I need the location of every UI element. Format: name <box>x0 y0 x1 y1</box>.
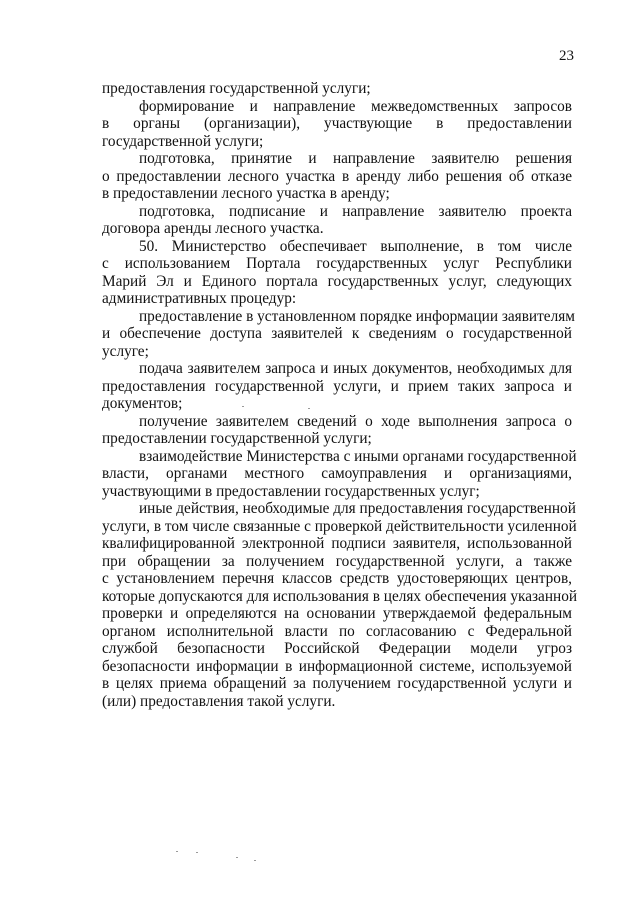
text-line: административных процедур: <box>102 290 297 307</box>
text-line: формирование и направление межведомственных запросов <box>139 97 572 115</box>
text-line: получение заявителем сведений о ходе выполнения запроса о <box>139 412 572 430</box>
scan-speck <box>236 857 238 858</box>
text-line: в целях приема обращений за получением государственной услуги и <box>102 675 572 692</box>
paragraph <box>102 150 572 203</box>
text-line: услуге; <box>102 342 149 360</box>
scan-speck <box>176 851 178 852</box>
paragraph <box>102 98 572 151</box>
text-line: договора аренды лесного участка. <box>102 220 324 237</box>
text-line: власти, органами местного самоуправления и организациями, <box>102 465 572 482</box>
text-line: подготовка, принятие и направление заявителю решения <box>139 150 572 167</box>
text-line: проверки и определяются на основании утверждаемой федеральным <box>102 605 572 622</box>
text-line: в органы (организации), участвующие в предоставлении <box>102 115 572 132</box>
text-line: Марий Эл и Единого портала государственных услуг, следующих <box>102 272 572 290</box>
text-line: квалифицированной электронной подписи заявителя, использованной <box>102 535 572 552</box>
text-line: подготовка, подписание и направление заявителю проекта <box>139 202 572 220</box>
paragraph <box>102 500 578 710</box>
paragraph <box>102 238 572 308</box>
text-line: с использованием Портала государственных услуг Республики <box>102 255 572 272</box>
text-line: 50. Министерство обеспечивает выполнение, в том числе <box>139 237 572 255</box>
paragraph <box>102 447 577 501</box>
text-line: в предоставлении лесного участка в аренду; <box>102 185 390 202</box>
text-line: о предоставлении лесного участка в аренду либо решения об отказе <box>102 167 572 185</box>
text-line: государственной услуги; <box>102 132 264 150</box>
text-line: предоставления государственной услуги; <box>102 80 371 97</box>
scan-speck <box>242 406 244 407</box>
text-line: и обеспечение доступа заявителей к сведениям о государственной <box>102 325 572 342</box>
scan-speck <box>196 852 198 853</box>
paragraph <box>102 360 572 413</box>
text-line: подача заявителем запроса и иных документов, необходимых для <box>139 360 572 377</box>
paragraph <box>102 80 572 98</box>
text-line: предоставление в установленном порядке информации заявителям <box>139 307 575 325</box>
text-line: участвующими в предоставлении государственных услуг; <box>102 482 480 500</box>
text-line: (или) предоставления такой услуги. <box>102 692 336 710</box>
text-line: услуги, в том числе связанные с проверкой действительности усиленной <box>102 517 577 535</box>
text-line: предоставления государственной услуги, и прием таких запроса и <box>102 377 572 395</box>
text-line: при обращении за получением государственной услуги, а также <box>102 552 572 570</box>
text-line: предоставлении государственной услуги; <box>102 430 372 447</box>
paragraph <box>102 413 572 448</box>
text-line: органом исполнительной власти по согласованию с Федеральной <box>102 622 572 640</box>
text-line: взаимодействие Министерства с иными органами государственной <box>139 447 577 465</box>
text-line: которые допускаются для использования в целях обеспечения указанной <box>102 587 578 605</box>
scan-speck <box>308 408 310 409</box>
page-number: 23 <box>559 48 574 64</box>
paragraph <box>102 203 572 238</box>
text-line: с установлением перечня классов средств удостоверяющих центров, <box>102 570 572 587</box>
text-line: службой безопасности Российской Федерации модели угроз <box>102 640 572 657</box>
text-line: иные действия, необходимые для предоставления государственной <box>139 500 576 517</box>
scan-speck <box>254 860 256 861</box>
paragraph <box>102 307 575 361</box>
text-line: безопасности информации в информационной системе, используемой <box>102 657 572 675</box>
text-line: документов; <box>102 395 183 412</box>
document-body <box>102 80 578 710</box>
